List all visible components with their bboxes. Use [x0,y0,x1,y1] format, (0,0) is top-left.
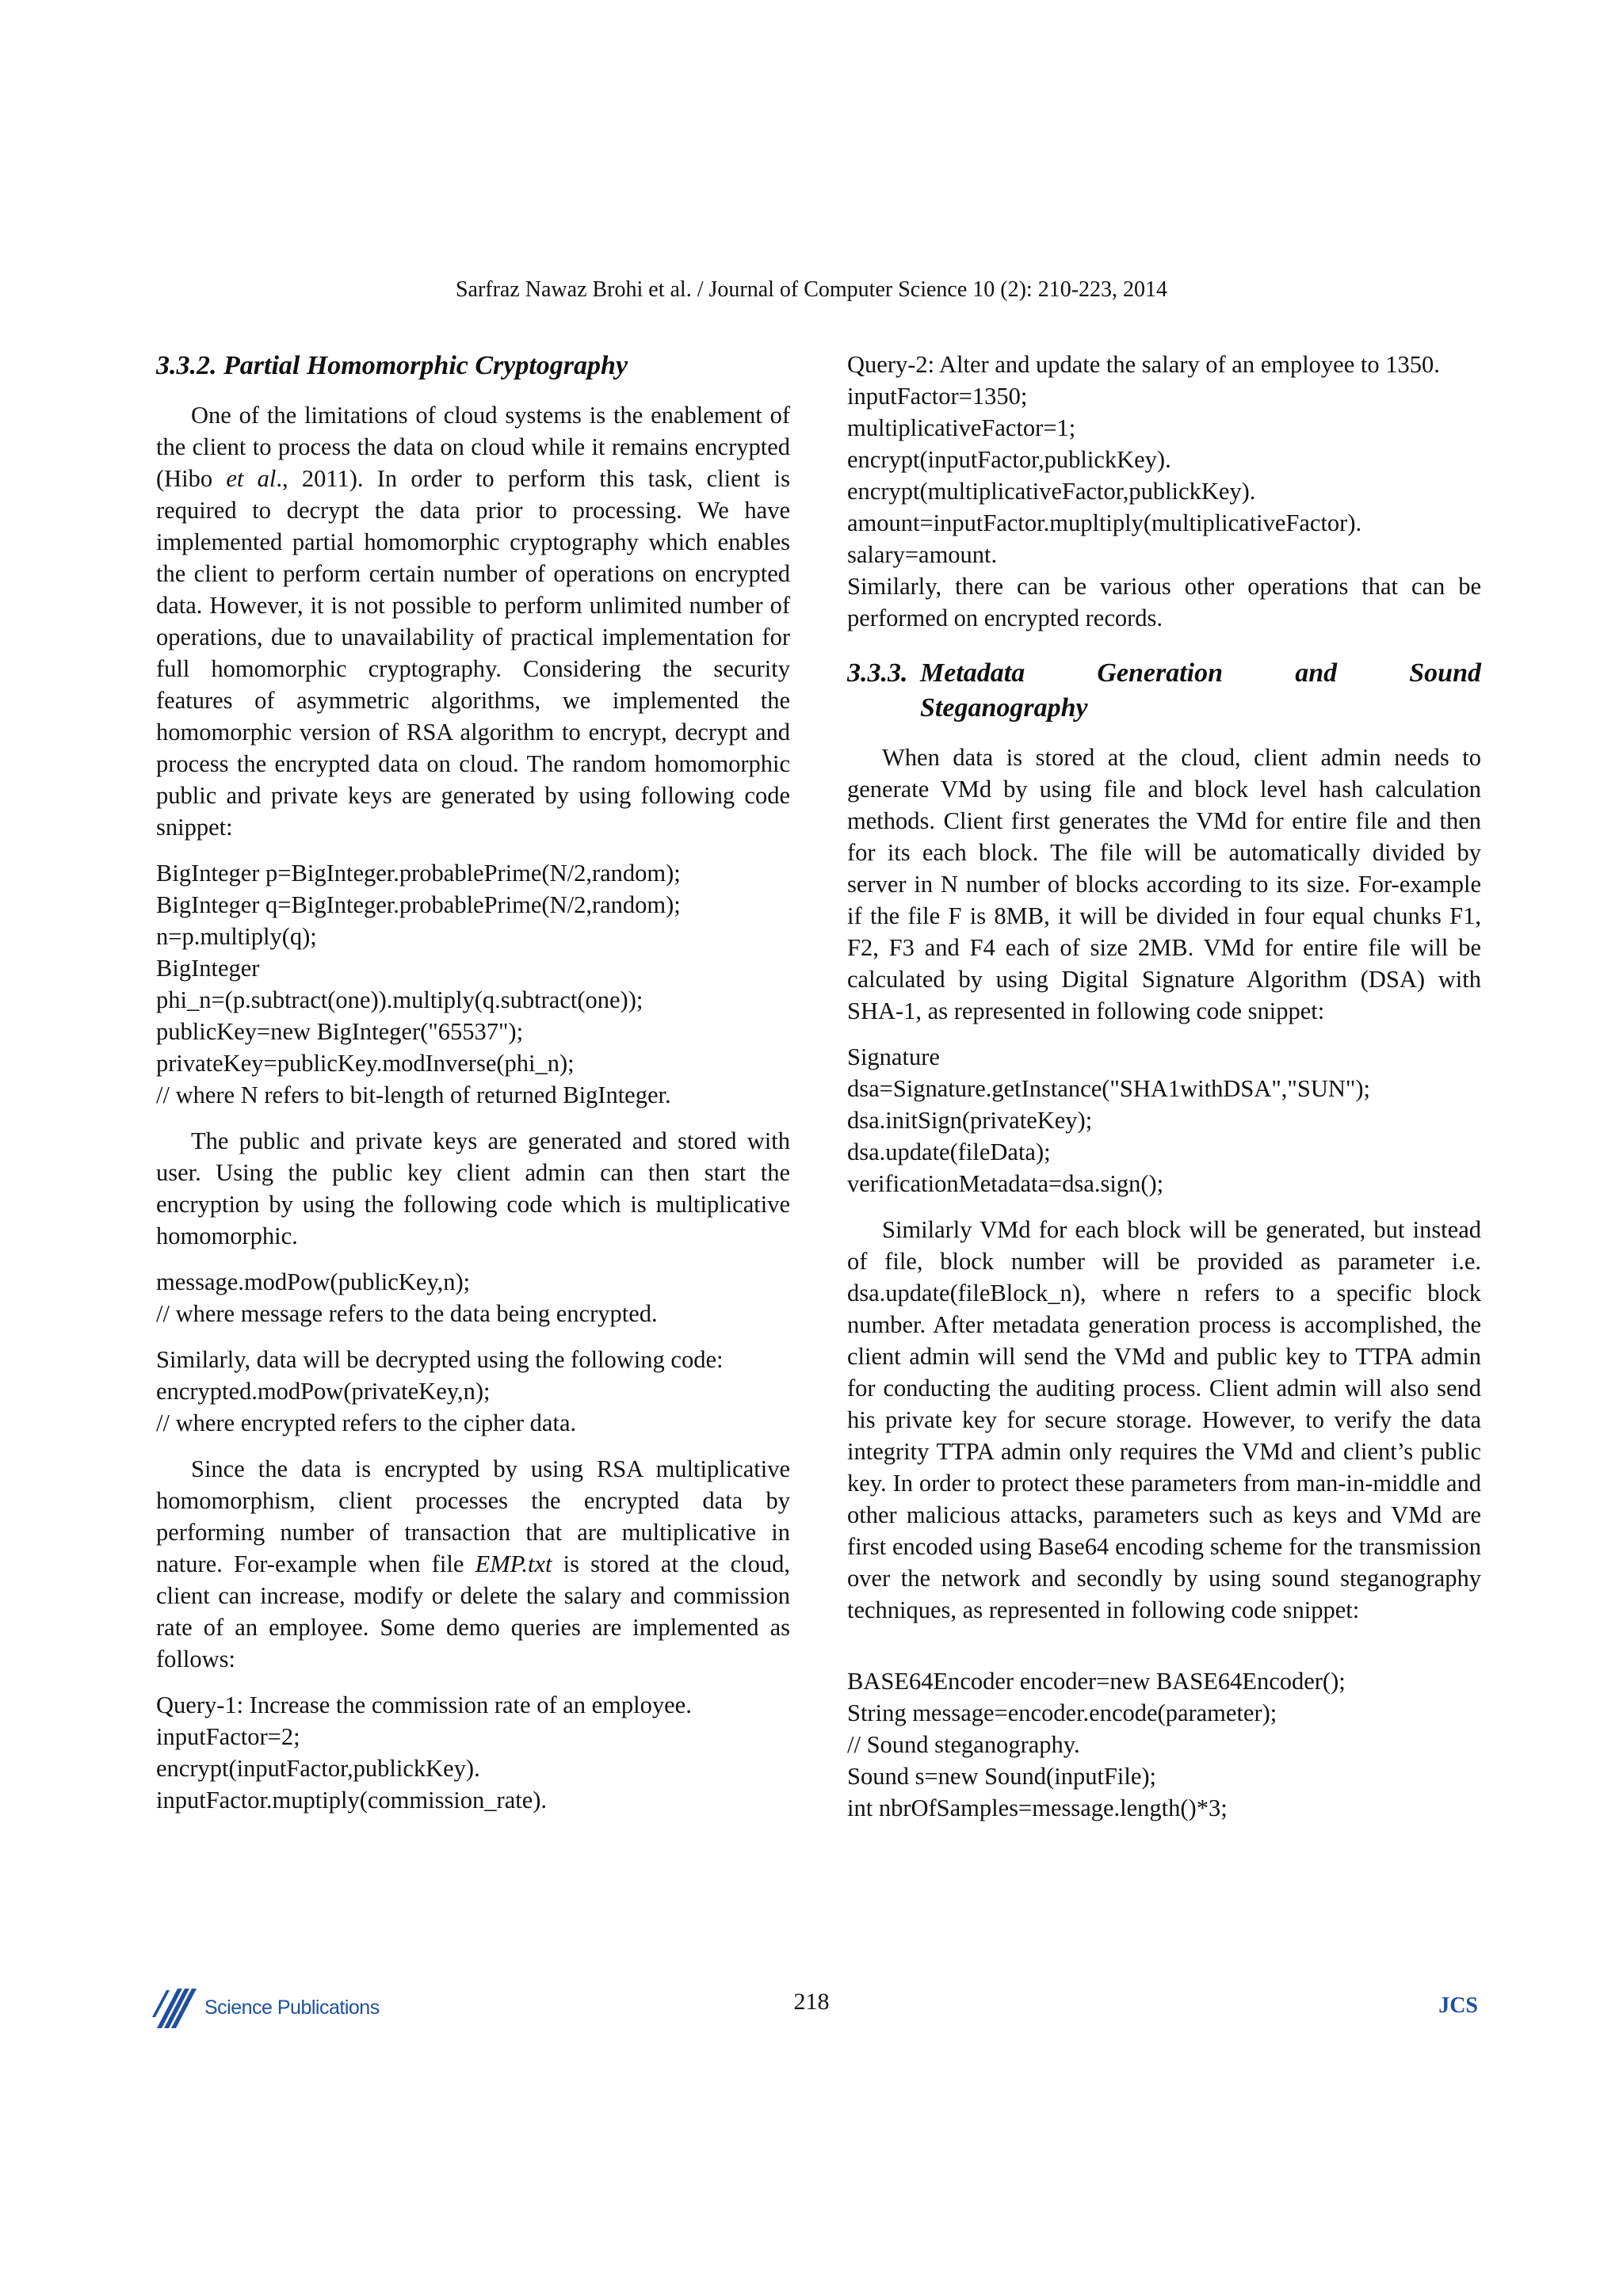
code-line: // where encrypted refers to the cipher data. [156,1409,577,1436]
code-line: publicKey=new BigInteger("65537"); [156,1018,524,1045]
heading-word: and [1295,658,1338,688]
code-snippet-query-1 [156,1689,790,1816]
heading-word: Generation [1097,658,1224,688]
code-line: inputFactor.muptiply(commission_rate). [156,1787,548,1814]
code-snippet-keygen [156,857,790,1111]
code-line: privateKey=publicKey.modInverse(phi_n); [156,1050,575,1077]
code-line: verificationMetadata=dsa.sign(); [847,1170,1164,1197]
code-line: dsa.initSign(privateKey); [847,1107,1093,1134]
code-line: encrypt(multiplicativeFactor,publickKey). [847,478,1256,505]
code-line: message.modPow(publicKey,n); [156,1268,471,1295]
code-line: BigInteger [156,955,260,982]
code-line: encrypt(inputFactor,publickKey). [156,1755,480,1782]
code-line: phi_n=(p.subtract(one)).multiply(q.subtract(one)); [156,986,643,1013]
paragraph: The public and private keys are generated and stored with user. Using the public key client admin can then start the encryption by using the following code which is multiplicative homomorphic. [156,1127,790,1249]
code-snippet-base64 [847,1665,1481,1824]
code-line: multiplicativeFactor=1; [847,414,1076,441]
paragraph: Similarly VMd for each block will be generated, but instead of file, block number will be provided as parameter i.e. dsa.update(fileBlock_n), where n refers to a specific block number. After metadata generation process is accomplished, the client admin will send the VMd and public key to TTPA admin for conducting the auditing process. Client admin will also send his private key for secure storage. However, to verify the data integrity TTPA admin only requires the VMd and client’s public key. In order to protect these parameters from man-in-middle and other malicious attacks, parameters such as keys and VMd are first encoded using Base64 encoding scheme for the transmission over the network and secondly by using sound steganography techniques, as represented in following code snippet: [847,1216,1481,1623]
code-line: inputFactor=2; [156,1723,300,1750]
code-line: // where message refers to the data being encrypted. [156,1300,658,1327]
paragraph: Similarly, data will be decrypted using the following code: [156,1346,724,1373]
code-snippet-query-2 [847,380,1481,570]
paragraph: Query-2: Alter and update the salary of an employee to 1350. [847,351,1440,378]
code-line: encrypted.modPow(privateKey,n); [156,1378,491,1405]
code-line: Signature [847,1043,940,1070]
section-heading-3-3-3 [847,656,1481,726]
paragraph: Similarly, there can be various other operations that can be performed on encrypted records. [847,573,1481,631]
paragraph: When data is stored at the cloud, client admin needs to generate VMd by using file and block level hash calculation methods. Client first generates the VMd for entire file and then for its each block. The file will be automatically divided by server in N number of blocks according to its size. For-example if the file F is 8MB, it will be divided in four equal chunks F1, F2, F3 and F4 each of size 2MB. VMd for entire file will be calculated by using Digital Signature Algorithm (DSA) with SHA-1, as represented in following code snippet: [847,744,1481,1024]
code-line: BigInteger p=BigInteger.probablePrime(N/2,random); [156,860,681,887]
code-line: Sound s=new Sound(inputFile); [847,1763,1156,1790]
code-line: salary=amount. [847,541,998,568]
code-snippet-dsa [847,1041,1481,1199]
code-line: dsa.update(fileData); [847,1138,1051,1165]
publisher-name: Science Publications [204,1996,380,2019]
code-line: BigInteger q=BigInteger.probablePrime(N/2,random); [156,891,681,918]
heading-word: Sound [1409,658,1481,688]
code-line: amount=inputFactor.mupltiply(multiplicativeFactor). [847,509,1362,536]
section-heading-3-3-2: 3.3.2. Partial Homomorphic Cryptography [156,351,628,380]
page-number: 218 [793,1989,830,2015]
code-line: int nbrOfSamples=message.length()*3; [847,1794,1228,1821]
code-line: inputFactor=1350; [847,383,1028,410]
code-line: dsa=Signature.getInstance("SHA1withDSA","SUN"); [847,1075,1370,1102]
code-snippet-decrypt [156,1375,790,1439]
code-line: // where N refers to bit-length of returned BigInteger. [156,1081,671,1108]
code-line: encrypt(inputFactor,publickKey). [847,446,1171,473]
running-head: Sarfraz Nawaz Brohi et al. / Journal of Computer Science 10 (2): 210-223, 2014 [455,277,1168,302]
code-line: Query-1: Increase the commission rate of an employee. [156,1691,692,1718]
code-line: String message=encoder.encode(parameter); [847,1699,1277,1726]
heading-number: 3.3.3. [847,658,908,688]
heading-line-2: Steganography [920,693,1088,723]
code-line: BASE64Encoder encoder=new BASE64Encoder(); [847,1668,1346,1695]
code-snippet-encrypt [156,1266,790,1329]
page-footer [0,1985,1623,2033]
heading-word: Metadata [920,658,1025,688]
paragraph: One of the limitations of cloud systems is the enablement of the client to process the data on cloud while it remains encrypted (Hibo et al., 2011). In order to perform this task, client is required to decrypt the data prior to processing. We have implemented partial homomorphic cryptography which enables the client to perform certain number of operations on encrypted data. However, it is not possible to perform unlimited number of operations, due to unavailability of practical implementation for full homomorphic cryptography. Considering the security features of asymmetric algorithms, we implemented the homomorphic version of RSA algorithm to encrypt, decrypt and process the encrypted data on cloud. The random homomorphic public and private keys are generated by using following code snippet: [156,402,790,841]
code-line: n=p.multiply(q); [156,923,317,950]
right-column [847,349,1481,1838]
code-line: // Sound steganography. [847,1731,1080,1758]
journal-abbreviation: JCS [1438,1993,1478,2018]
left-column [156,349,790,1830]
paragraph: Since the data is encrypted by using RSA multiplicative homomorphism, client processes the encrypted data by performing number of transaction that are multiplicative in nature. For-example when file EMP.txt is stored at the cloud, client can increase, modify or delete the salary and commission rate of an employee. Some demo queries are implemented as follows: [156,1455,790,1672]
